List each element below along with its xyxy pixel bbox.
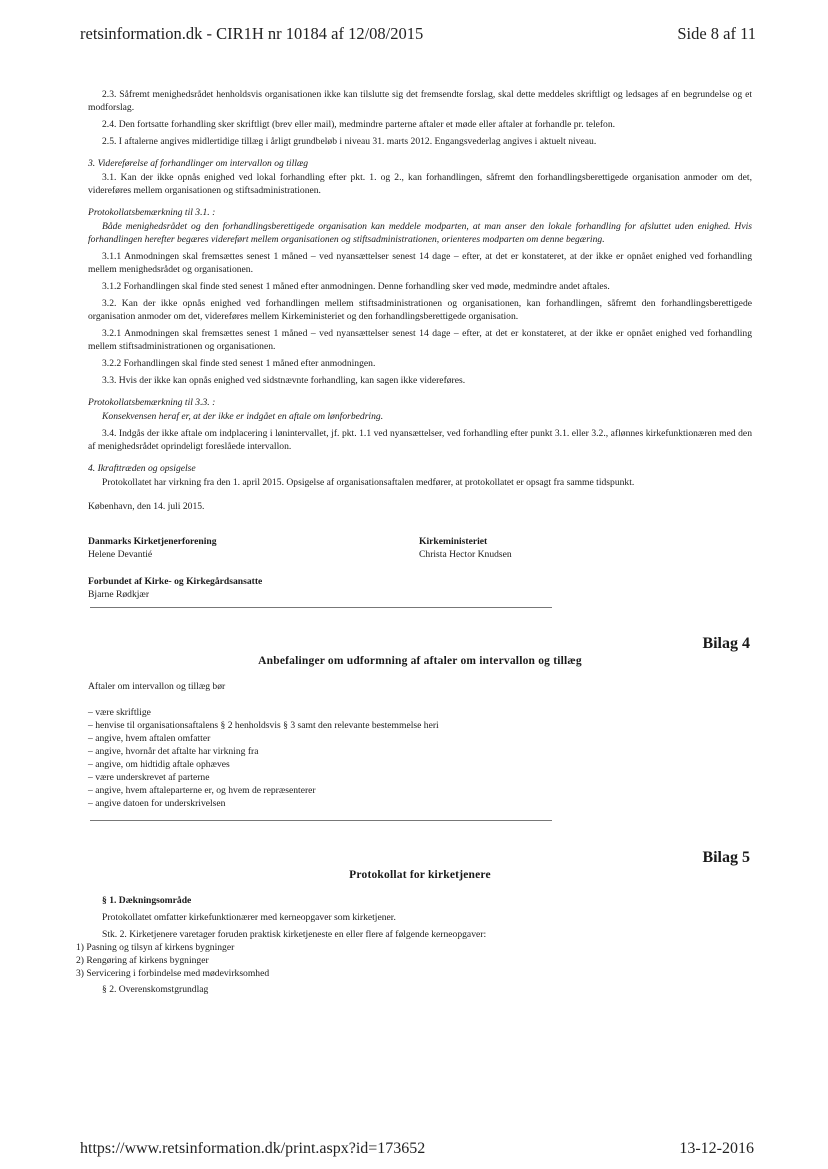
signatory-org-2: Kirkeministeriet [419,536,488,547]
bilag-4-title: Anbefalinger om udformning af aftaler om intervallon og tillæg [258,655,582,667]
divider [90,607,552,608]
bilag-5-label: Bilag 5 [702,849,750,866]
paragraph-3-2-2: 3.2.2 Forhandlingen skal finde sted senest 1 måned efter anmodningen. [102,358,376,369]
place-date: København, den 14. juli 2015. [88,501,205,512]
protocol-note-3-3-text: Konsekvensen heraf er, at der ikke er indgået en aftale om lønforbedring. [102,411,384,422]
paragraph-2-4: 2.4. Den fortsatte forhandling sker skriftligt (brev eller mail), medmindre parterne aftaler et møde eller aftaler at forhandle pr. telefon. [102,119,616,130]
section-2-heading-text: § 2. Overenskomstgrundlag [102,984,209,995]
list-item: – angive, hvem aftaleparterne er, og hvem de repræsenterer [88,785,316,796]
list-item: 2) Rengøring af kirkens bygninger [76,955,209,966]
protocol-note-3-3-heading: Protokollatsbemærkning til 3.3. : [88,397,216,408]
signatory-org-3: Forbundet af Kirke- og Kirkegårdsansatte [88,576,263,587]
bilag-5-title: Protokollat for kirketjenere [349,869,491,881]
bilag-4-label: Bilag 4 [702,635,750,652]
signature-block [88,535,752,561]
protocol-note-3-1-heading: Protokollatsbemærkning til 3.1. : [88,207,216,218]
page-number: Side 8 af 11 [677,24,756,43]
document-body [76,88,752,1000]
paragraph-3-3: 3.3. Hvis der ikke kan opnås enighed ved sidstnævnte forhandling, kan sagen ikke videreføres. [102,375,466,386]
signatory-org-1: Danmarks Kirketjenerforening [88,536,217,547]
paragraph-3-4: 3.4. Indgås der ikke aftale om indplacering i lønintervallet, jf. pkt. 1.1 ved nyansættelser, ved forhandling efter punkt 3.1. eller 3.2., aflønnes kirkefunktionæren med den af menighedsrådet oprindeligt foreslåede intervallon. [88,428,752,452]
bilag-5-section-2-heading [88,983,752,996]
bilag-5-task-list [76,941,752,980]
divider [90,820,552,821]
list-item: – angive, hvem aftalen omfatter [88,733,211,744]
paragraph-3-1: 3.1. Kan der ikke opnås enighed ved lokal forhandling efter pkt. 1. og 2., kan forhandlingen, såfremt den forhandlingsberettigede organisation anmoder om det, videreføres mellem organisationen og stiftsadministrationen. [88,172,752,196]
protocol-note-3-1-text: Både menighedsrådet og den forhandlingsberettigede organisation kan meddele modparten, at man anser den lokale forhandling for afsluttet uden enighed. Hvis forhandlingen herefter begæres videreført mellem organisationen og stiftsadministrationen, orienteres modparten om denne begæring. [88,221,752,245]
bilag-4-intro: Aftaler om intervallon og tillæg bør [88,681,226,692]
list-item: – angive, hvornår det aftalte har virkning fra [88,746,259,757]
section-4-heading: 4. Ikrafttræden og opsigelse [88,463,196,474]
paragraph-3-1-1: 3.1.1 Anmodningen skal fremsættes senest 1 måned – ved nyansættelser senest 14 dage – efter, at det er konstateret, at der ikke er opnået enighed ved forhandling mellem menighedsrådet og organisationen. [88,251,752,275]
list-item: – angive, om hidtidig aftale ophæves [88,759,230,770]
bilag-4-list [88,706,752,810]
bilag-5-stk-2: Stk. 2. Kirketjenere varetager foruden praktisk kirketjeneste en eller flere af følgende kerneopgaver: [102,929,487,940]
list-item: – angive datoen for underskrivelsen [88,798,226,809]
list-item: – være skriftlige [88,707,151,718]
bilag-5-section-1-text: Protokollatet omfatter kirkefunktionærer med kerneopgaver som kirketjener. [102,912,396,923]
page-footer-url: https://www.retsinformation.dk/print.aspx?id=173652 [80,1140,426,1157]
list-item: 1) Pasning og tilsyn af kirkens bygninger [76,942,235,953]
paragraph-3-1-2: 3.1.2 Forhandlingen skal finde sted senest 1 måned efter anmodningen. Denne forhandling sker ved møde, medmindre andet aftales. [102,281,610,292]
paragraph-3-2-1: 3.2.1 Anmodningen skal fremsættes senest 1 måned – ved nyansættelser senest 14 dage – efter, at det er konstateret, at der ikke er opnået enighed ved forhandling mellem stiftsadministrationen og organisationen. [88,328,752,352]
paragraph-3-2: 3.2. Kan der ikke opnås enighed ved forhandlingen mellem stiftsadministrationen og organisationen, kan forhandlingen, såfremt den forhandlingsberettigede organisation anmoder om det, videreføres mellem Kirkeministeriet og den forhandlingsberettigede organisation. [88,298,752,322]
paragraph-2-3: 2.3. Såfremt menighedsrådet henholdsvis organisationen ikke kan tilslutte sig det fremsendte forslag, skal dette meddeles skriftligt og ledsages af en begrundelse og et modforslag. [88,89,752,113]
paragraph-4: Protokollatet har virkning fra den 1. april 2015. Opsigelse af organisationsaftalen medfører, at protokollatet er opsagt fra samme tidspunkt. [102,477,635,488]
list-item: – henvise til organisationsaftalens § 2 henholdsvis § 3 samt den relevante bestemmelse heri [88,720,439,731]
list-item: 3) Servicering i forbindelse med mødevirksomhed [76,968,270,979]
page-header-title: retsinformation.dk - CIR1H nr 10184 af 12/08/2015 [80,24,424,43]
section-3-heading: 3. Videreførelse af forhandlinger om intervallon og tillæg [88,158,309,169]
page-footer-date: 13-12-2016 [679,1140,754,1157]
bilag-5-section-1-heading [88,894,752,907]
section-1-heading-text: § 1. Dækningsområde [102,895,192,906]
signatory-name-2: Christa Hector Knudsen [419,549,512,560]
signatory-name-1: Helene Devantié [88,549,153,560]
list-item: – være underskrevet af parterne [88,772,210,783]
signatory-name-3: Bjarne Rødkjær [88,589,150,600]
paragraph-2-5: 2.5. I aftalerne angives midlertidige tillæg i årligt grundbeløb i niveau 31. marts 2012. Engangsvederlag angives i aktuelt niveau. [102,136,597,147]
